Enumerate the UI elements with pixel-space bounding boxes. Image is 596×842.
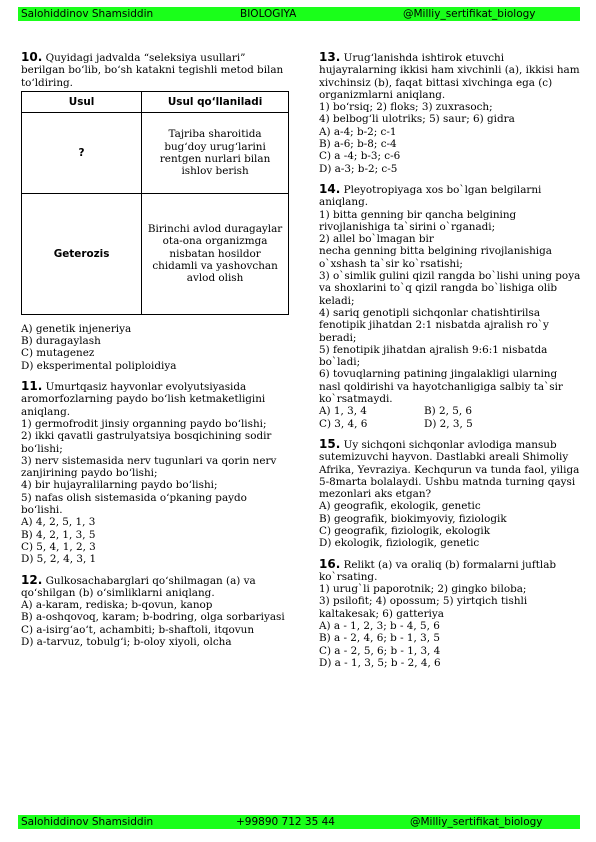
option-a: A) a-4; b-2; c-1: [319, 125, 397, 138]
option-b: B) a-6; b-8; c-4: [319, 138, 397, 151]
list-item: 1) bo‘rsiq; 2) floks; 3) zuxrasoch;: [319, 101, 493, 114]
footer-phone: +99890 712 35 44: [236, 816, 335, 828]
question-number: 14.: [319, 181, 341, 196]
option-b: B) duragaylash: [21, 335, 101, 348]
question-text: Uy sichqoni sichqonlar avlodiga mansub sutemizuvchi hayvon. Dastlabki areali Shimoliy: [319, 438, 569, 464]
list-item: 1) germofrodit jinsiy organning paydo bo‘lishi;: [21, 417, 267, 430]
table-cell-desc: Tajriba sharoitida bug‘doy urug‘larini rentgen nurlari bilan ishlov berish: [142, 112, 289, 193]
left-column: [21, 51, 289, 656]
question-text: Umurtqasiz hayvonlar evolyutsiyasida aromorfozlarning paydo bo‘lish ketmaketligini aniqlang.: [21, 381, 266, 418]
options-row: [319, 418, 581, 430]
option-a: A) a-karam, rediska; b-qovun, kanop: [21, 599, 213, 612]
question-10: [21, 51, 289, 372]
options-row: [319, 405, 581, 417]
list-item: 4) sariq genotipli sichqonlar chatishtirilsa fenotipik jihatdan 2:1 nisbatda ajralish ro`y beradi;: [319, 306, 549, 344]
footer-channel: @Milliy_sertifikat_biology: [410, 816, 543, 828]
list-item: 5) fenotipik jihatdan ajralish 9:6:1 nisbatda bo`ladi;: [319, 343, 548, 369]
question-number: 10.: [21, 50, 43, 64]
header-bar: [18, 7, 580, 21]
question-text: Pleyotropiyaga xos bo`lgan belgilarni aniqlang.: [319, 183, 542, 209]
list-item: necha genning bitta belgining rivojlanishiga o`xshash ta`sir ko`rsatishi;: [319, 245, 552, 270]
question-15: [319, 438, 581, 550]
table-cell-usul: ?: [22, 112, 142, 193]
question-text-continued: Afrika, Yevraziya. Kechqurun va tunda faol, yiliga 5-8marta bolalaydi. Ushbu matnda turning qaysi mezonlari aks etgan?: [319, 463, 580, 501]
footer-author: Salohiddinov Shamsiddin: [21, 816, 154, 828]
option-a: A) 1, 3, 4: [319, 405, 367, 418]
list-item: 1) bitta genning bir qancha belgining rivojlanishiga ta`sirini o`rganadi;: [319, 208, 517, 233]
option-a: A) genetik injeneriya: [21, 322, 132, 335]
option-d: D) eksperimental poliploidiya: [21, 359, 177, 372]
option-d: D) 2, 3, 5: [424, 417, 473, 430]
question-text: Gulkosachabarglari qo‘shilmagan (a) va qo‘shilgan (b) o‘simliklarni aniqlang.: [21, 574, 256, 599]
methods-table: [21, 91, 289, 315]
question-number: 12.: [21, 572, 43, 587]
table-cell-desc: Birinchi avlod duragaylar ota-ona organizmga nisbatan hosildor chidamli va yashovchan avlod olish: [142, 193, 289, 314]
option-c: C) a -4; b-3; c-6: [319, 150, 401, 163]
question-13: [319, 51, 581, 175]
right-column: [319, 51, 581, 677]
option-b: B) 2, 5, 6: [424, 405, 473, 418]
option-a: A) geografik, ekologik, genetic: [319, 500, 481, 513]
table-row: [22, 112, 289, 193]
list-item: 5) nafas olish sistemasida o‘pkaning paydo bo‘lishi.: [21, 491, 247, 517]
option-a: A) 4, 2, 5, 1, 3: [21, 516, 96, 529]
option-b: B) geografik, biokimyoviy, fiziologik: [319, 512, 507, 525]
option-c: C) mutagenez: [21, 347, 95, 360]
question-12: [21, 574, 289, 649]
table-row: [22, 193, 289, 314]
question-14: [319, 183, 581, 430]
list-item: 3) o`simlik gulini qizil rangda bo`lishi uning poya va shoxlarini to`q qizil rangda bo`lishiga olib keladi;: [319, 270, 581, 307]
footer-bar: [18, 815, 580, 829]
list-item: 2) allel bo`lmagan bir: [319, 233, 434, 246]
option-b: B) a-oshqovoq, karam; b-bodring, olga sorbariyasi: [21, 611, 285, 624]
option-a: A) a - 1, 2, 3; b - 4, 5, 6: [319, 620, 440, 633]
question-16: [319, 558, 581, 670]
option-d: D) a-tarvuz, tobulg‘i; b-oloy xiyoli, olcha: [21, 636, 232, 649]
option-b: B) 4, 2, 1, 3, 5: [21, 528, 96, 541]
question-number: 16.: [319, 556, 341, 571]
list-item: 1) urug`li paporotnik; 2) gingko biloba;: [319, 583, 527, 596]
list-item: 3) psilofit; 4) opossum; 5) yirtqich tishli kaltakesak; 6) gatteriya: [319, 595, 528, 620]
list-item: 4) belbog‘li ulotriks; 5) saur; 6) gidra: [319, 113, 515, 126]
option-c: C) a - 2, 5, 6; b - 1, 3, 4: [319, 644, 441, 657]
question-number: 13.: [319, 50, 341, 64]
option-d: D) ekologik, fiziologik, genetic: [319, 537, 480, 550]
header-author: Salohiddinov Shamsiddin: [21, 8, 154, 20]
question-text: Quyidagi jadvalda “seleksiya usullari” berilgan bo‘lib, bo‘sh katakni tegishli metod bilan to‘ldiring.: [21, 52, 284, 89]
list-item: 2) ikki qavatli gastrulyatsiya bosqichining sodir bo‘lishi;: [21, 430, 272, 455]
list-item: 4) bir hujayralilarning paydo bo‘lishi;: [21, 479, 218, 492]
table-header-usul: Usul: [22, 91, 142, 112]
question-number: 11.: [21, 379, 43, 394]
option-d: D) a-3; b-2; c-5: [319, 162, 398, 175]
option-c: C) 3, 4, 6: [319, 417, 368, 430]
option-d: D) a - 1, 3, 5; b - 2, 4, 6: [319, 656, 441, 669]
question-number: 15.: [319, 436, 341, 451]
header-subject: BIOLOGIYA: [240, 8, 297, 20]
option-b: B) a - 2, 4, 6; b - 1, 3, 5: [319, 632, 440, 645]
table-cell-usul: Geterozis: [22, 193, 142, 314]
question-text: Urug‘lanishda ishtirok etuvchi hujayralarning ikkisi ham xivchinli (a), ikkisi ham xivchinsiz (b), faqat bittasi xivchinga ega (c) organizmlarni aniqlang.: [319, 52, 580, 101]
question-11: [21, 380, 289, 565]
list-item: 6) tovuqlarning patining jingalakligi ularning nasl qoldirishi va hayotchanligiga salbiy ta`sir ko`rsatmaydi.: [319, 368, 563, 406]
header-channel: @Milliy_sertifikat_biology: [403, 8, 536, 20]
question-text: Relikt (a) va oraliq (b) formalarni juftlab ko`rsating.: [319, 558, 557, 583]
option-c: C) a-isirg‘ao‘t, achambiti; b-shaftoli, itqovun: [21, 623, 255, 636]
table-header-desc: Usul qo‘llaniladi: [142, 91, 289, 112]
option-c: C) 5, 4, 1, 2, 3: [21, 540, 96, 553]
option-c: C) geografik, fiziologik, ekologik: [319, 524, 490, 537]
option-d: D) 5, 2, 4, 3, 1: [21, 553, 97, 566]
list-item: 3) nerv sistemasida nerv tugunlari va qorin nerv zanjirining paydo bo‘lishi;: [21, 454, 277, 480]
